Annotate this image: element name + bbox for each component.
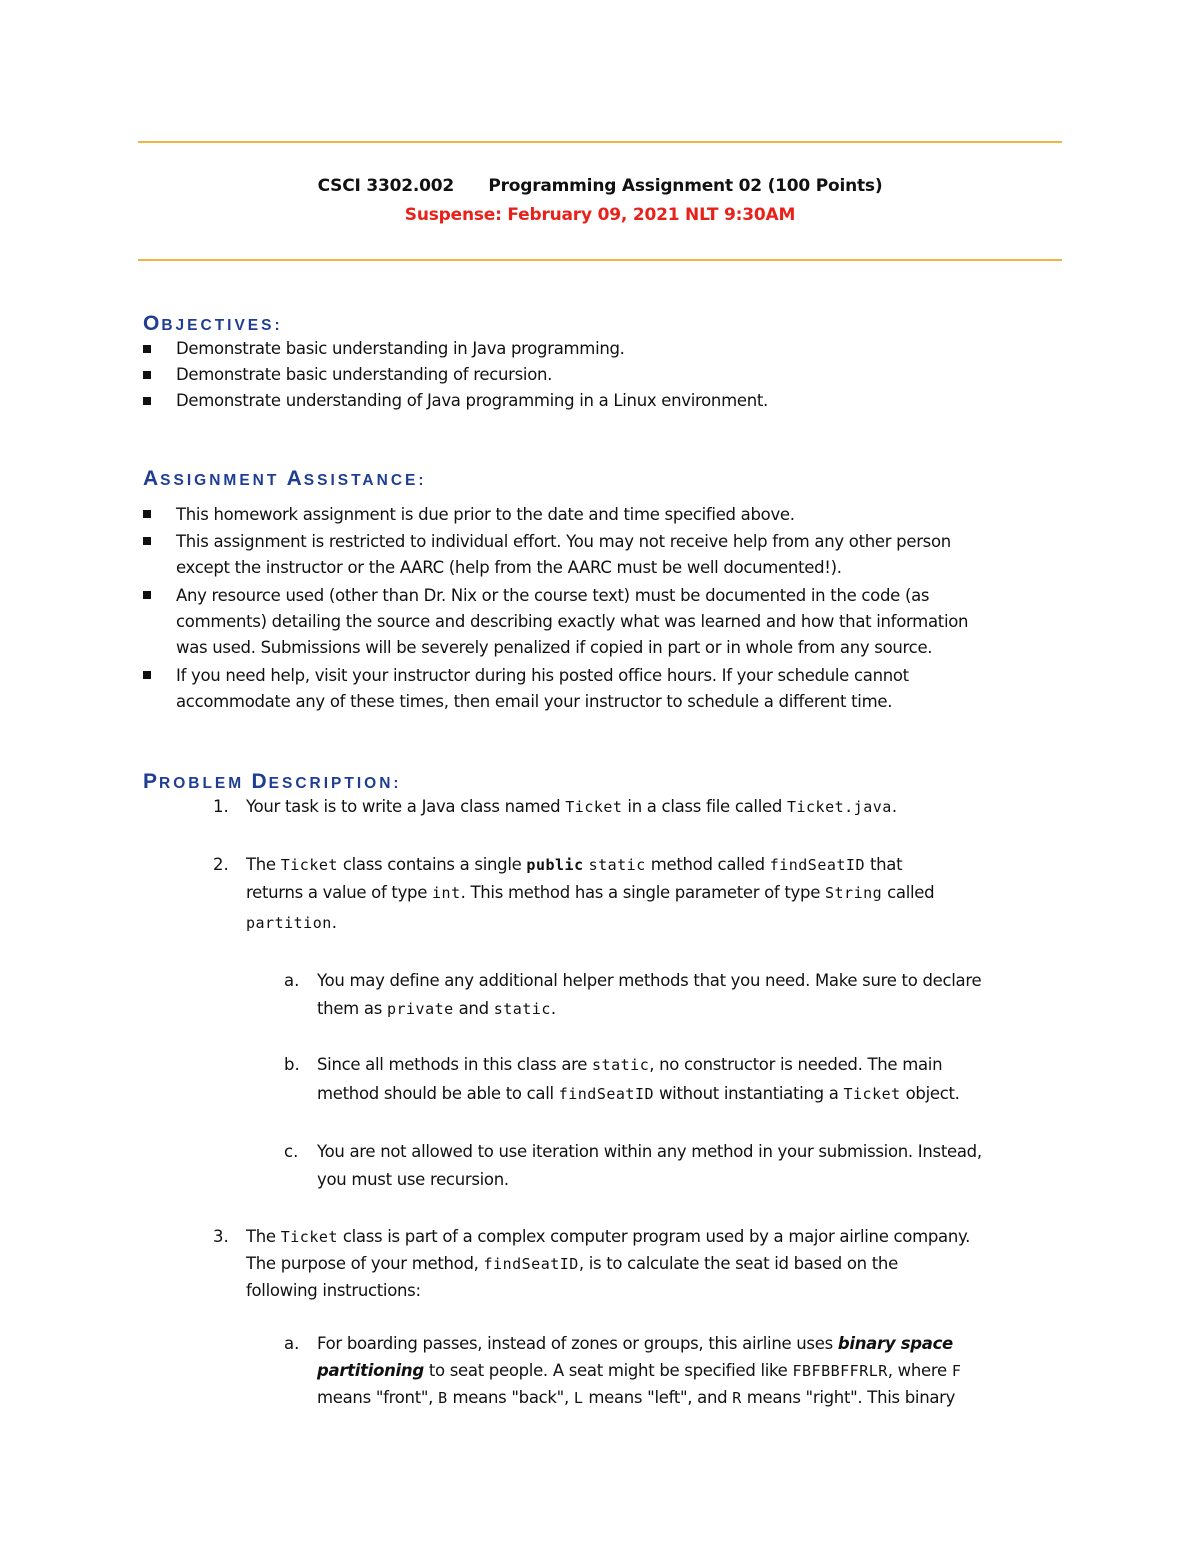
assistance-item: This assignment is restricted to individual effort. You may not receive help from any other person [176, 532, 951, 551]
sub-item-letter: a. [284, 971, 300, 990]
sub-item-2a-cont: them as private and static. [317, 999, 556, 1018]
problem-item-3-cont: following instructions: [246, 1281, 421, 1300]
bottom-rule [138, 259, 1062, 261]
assistance-item: If you need help, visit your instructor during his posted office hours. If your schedule cannot [176, 666, 909, 685]
bullet-icon [143, 345, 151, 353]
sub-item-3a-cont: partitioning to seat people. A seat might be specified like FBFBBFFRLR, where F [317, 1361, 962, 1380]
bullet-icon [143, 537, 151, 545]
item-number: 1. [213, 797, 229, 816]
problem-item-3: The Ticket class is part of a complex computer program used by a major airline company. [246, 1227, 971, 1246]
assignment-title [138, 176, 1062, 196]
problem-item-3-cont: The purpose of your method, findSeatID, is to calculate the seat id based on the [246, 1254, 898, 1273]
sub-item-3a: For boarding passes, instead of zones or groups, this airline uses binary space [317, 1334, 953, 1353]
sub-item-2c-cont: you must use recursion. [317, 1170, 509, 1189]
problem-item-2-line3: partition. [246, 913, 337, 932]
title-text: Programming Assignment 02 (100 Points) [488, 176, 883, 196]
assistance-item-cont: except the instructor or the AARC (help from the AARC must be well documented!). [176, 558, 842, 577]
assistance-item-cont: was used. Submissions will be severely penalized if copied in part or in whole from any source. [176, 638, 933, 657]
objectives-heading: OBJECTIVES: [143, 312, 283, 335]
objective-item: Demonstrate understanding of Java programming in a Linux environment. [176, 391, 768, 410]
item-number: 2. [213, 855, 229, 874]
problem-item-2-line2: returns a value of type int. This method has a single parameter of type String called [246, 883, 935, 902]
sub-item-3a-cont: means "front", B means "back", L means "left", and R means "right". This binary [317, 1388, 956, 1407]
objective-item: Demonstrate basic understanding in Java programming. [176, 339, 625, 358]
sub-item-letter: b. [284, 1055, 300, 1074]
assistance-heading: ASSIGNMENT ASSISTANCE: [143, 467, 427, 490]
sub-item-2b: Since all methods in this class are static, no constructor is needed. The main [317, 1055, 943, 1074]
bullet-icon [143, 671, 151, 679]
problem-heading: PROBLEM DESCRIPTION: [143, 770, 402, 793]
sub-item-letter: a. [284, 1334, 300, 1353]
bullet-icon [143, 591, 151, 599]
sub-item-2b-cont: method should be able to call findSeatID without instantiating a Ticket object. [317, 1084, 960, 1103]
top-rule [138, 141, 1062, 143]
bullet-icon [143, 510, 151, 518]
suspense-date: Suspense: February 09, 2021 NLT 9:30AM [404, 205, 796, 225]
bullet-icon [143, 371, 151, 379]
bullet-icon [143, 397, 151, 405]
course-code: CSCI 3302.002 [317, 176, 454, 196]
problem-item-1: Your task is to write a Java class named Ticket in a class file called Ticket.java. [246, 797, 897, 816]
sub-item-2c: You are not allowed to use iteration within any method in your submission. Instead, [317, 1142, 982, 1161]
problem-item-2-line1: The Ticket class contains a single public static method called findSeatID that [246, 855, 903, 874]
sub-item-letter: c. [284, 1142, 299, 1161]
assistance-item-cont: comments) detailing the source and describing exactly what was learned and how that information [176, 612, 969, 631]
assistance-item: Any resource used (other than Dr. Nix or the course text) must be documented in the code (as [176, 586, 930, 605]
sub-item-2a: You may define any additional helper methods that you need. Make sure to declare [317, 971, 982, 990]
assistance-item: This homework assignment is due prior to the date and time specified above. [176, 505, 795, 524]
objective-item: Demonstrate basic understanding of recursion. [176, 365, 553, 384]
assistance-item-cont: accommodate any of these times, then email your instructor to schedule a different time. [176, 692, 893, 711]
item-number: 3. [213, 1227, 229, 1246]
